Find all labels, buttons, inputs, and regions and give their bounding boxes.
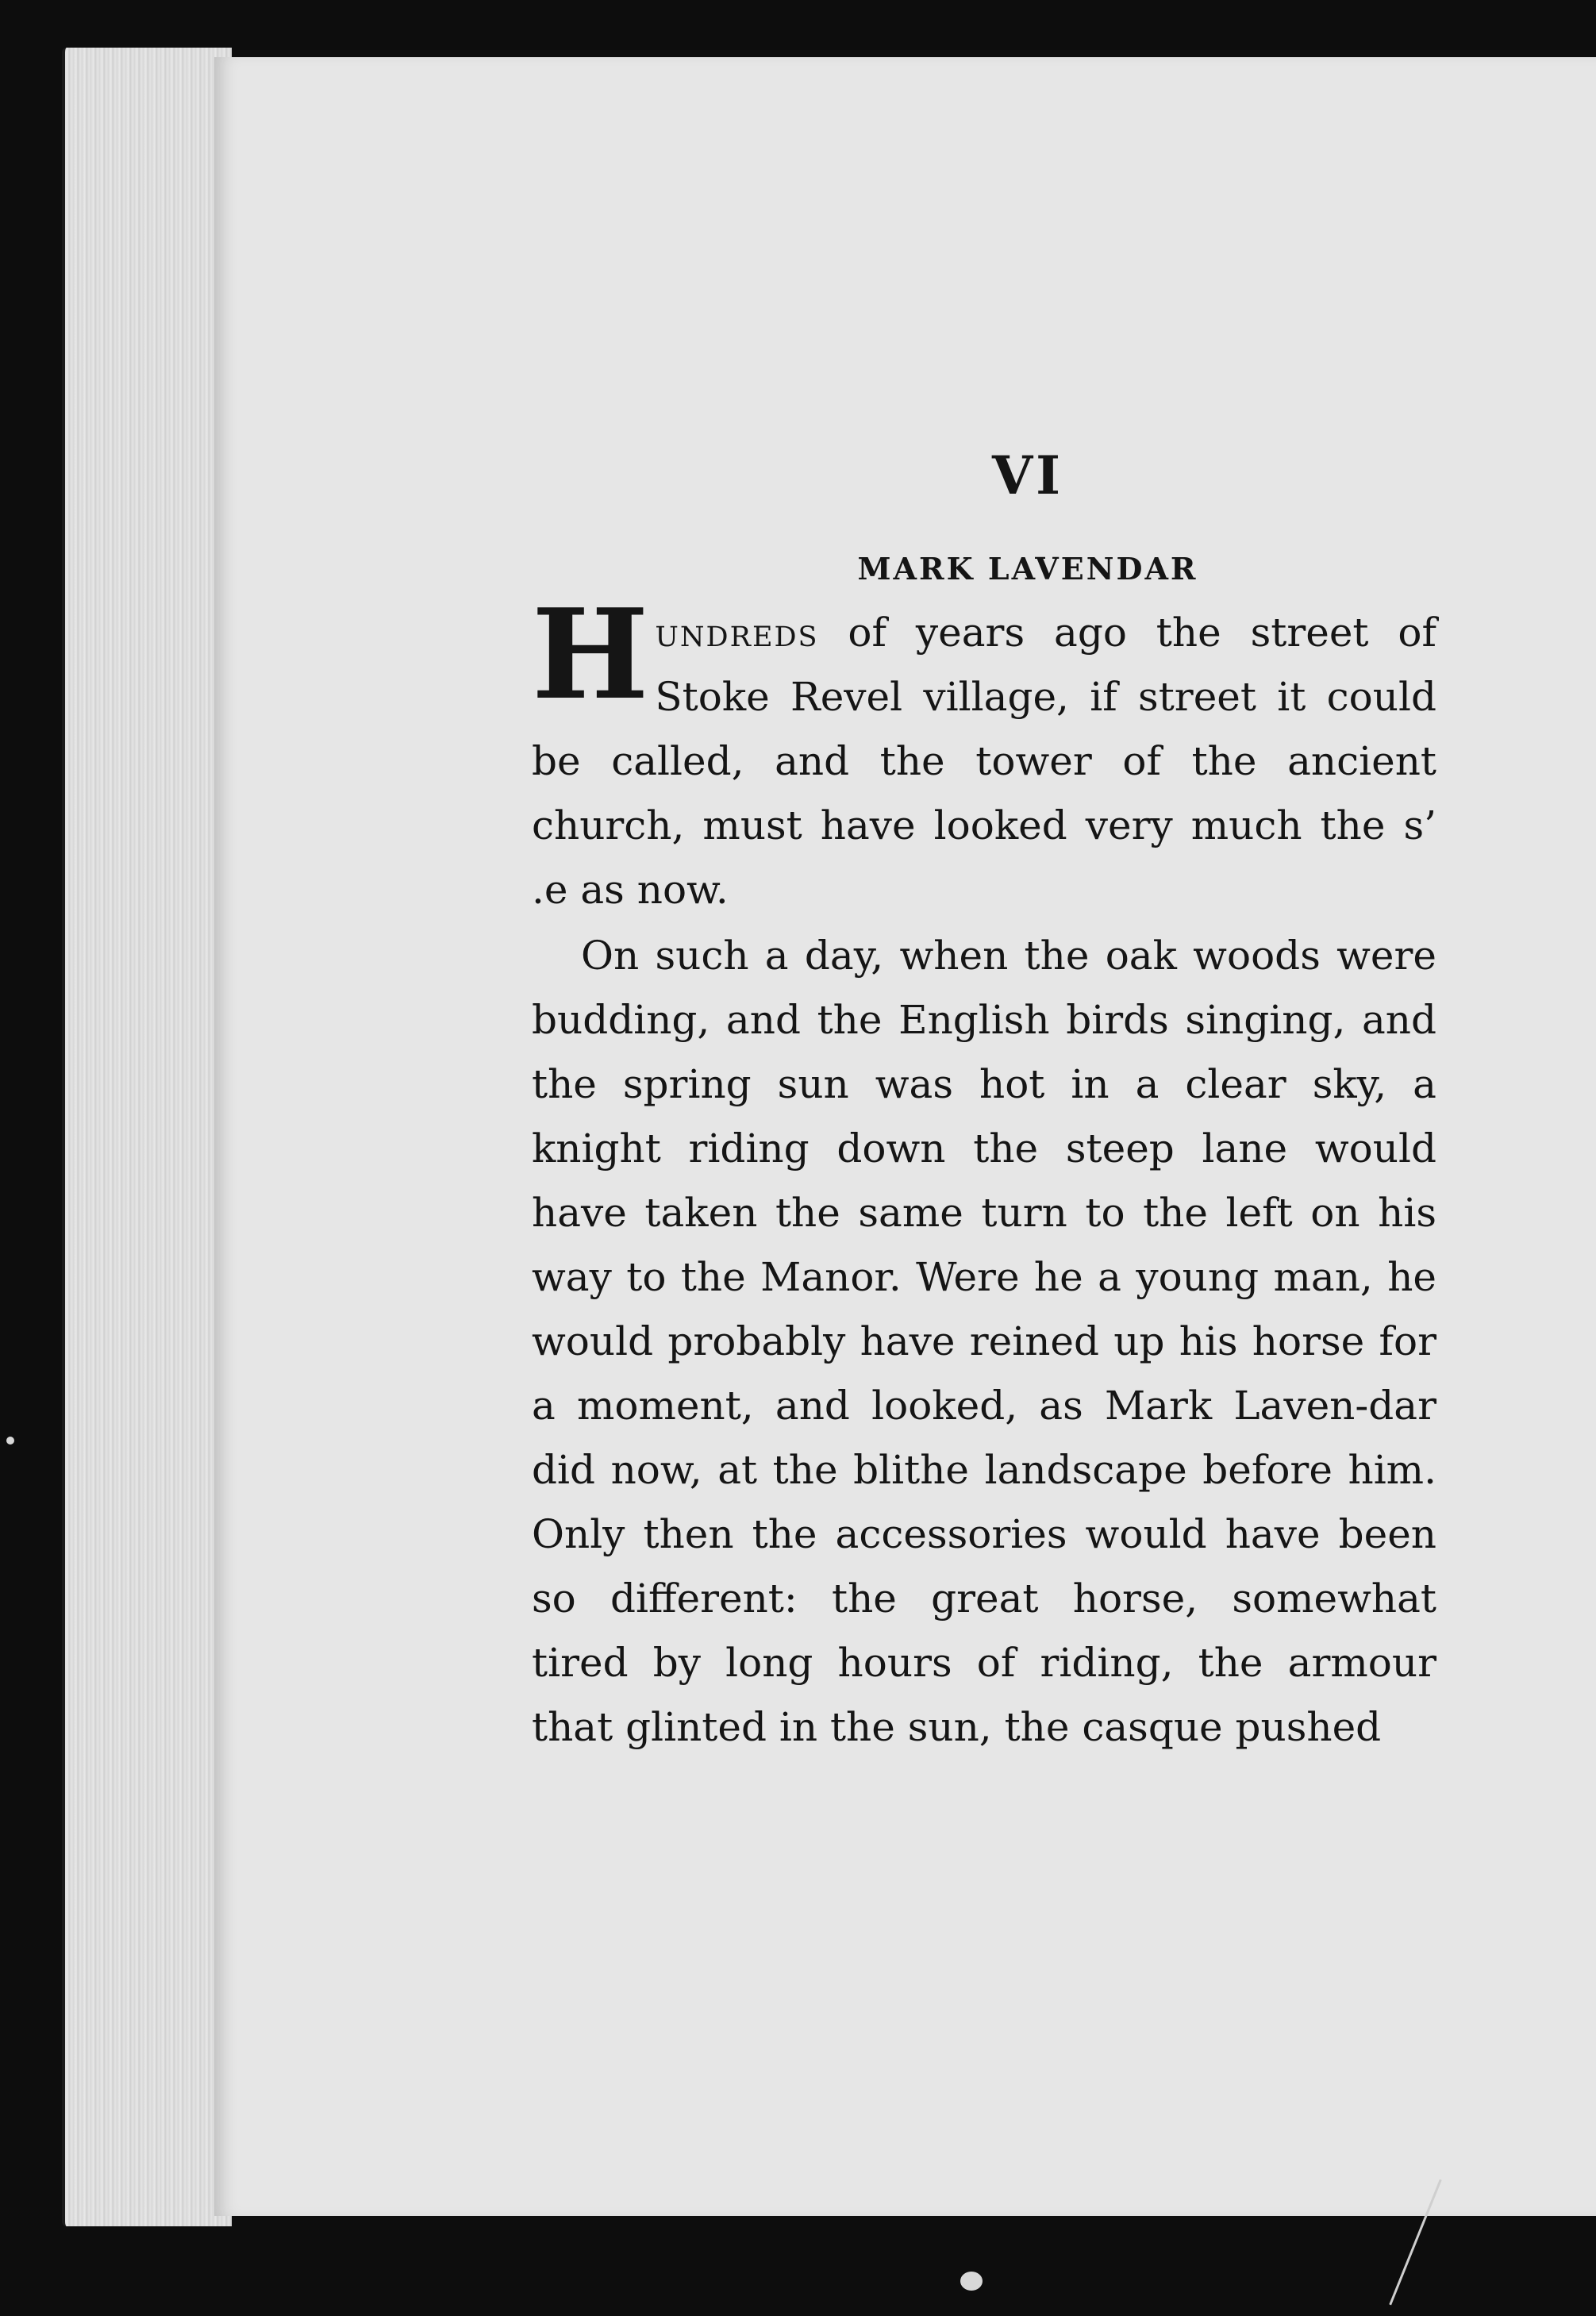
- chapter-title: MARK LAVENDAR: [857, 551, 1198, 587]
- text-block: [532, 444, 1436, 1760]
- small-caps-lead: undreds: [655, 610, 819, 656]
- chapter-number: VI: [991, 444, 1064, 506]
- drop-cap: H: [532, 582, 649, 727]
- paragraph-1: [532, 582, 1436, 922]
- dust-speck: [960, 2272, 983, 2291]
- paragraph-2: On such a day, when the oak woods were budding, and the English birds singing, and the spring sun was hot in a clear sky, a knight riding down the steep lane would have taken the same turn to the left on his way to the Manor. Were he a young man, he would probably have reined up his horse for a moment, and looked, as Mark Laven-dar did now, at the blithe landscape before him. Only then the accessories would have been so different: the great horse, somewhat tired by long hours of riding, the armour that glinted in the sun, the casque pushed: [532, 933, 1436, 1750]
- paragraph-1-text: of years ago the street of Stoke Revel village, if street it could be called, and the tower of the ancient church, must have looked very much the s’ .e as now.: [532, 610, 1436, 913]
- dust-speck: [6, 1437, 14, 1445]
- page-edges: [62, 48, 232, 2226]
